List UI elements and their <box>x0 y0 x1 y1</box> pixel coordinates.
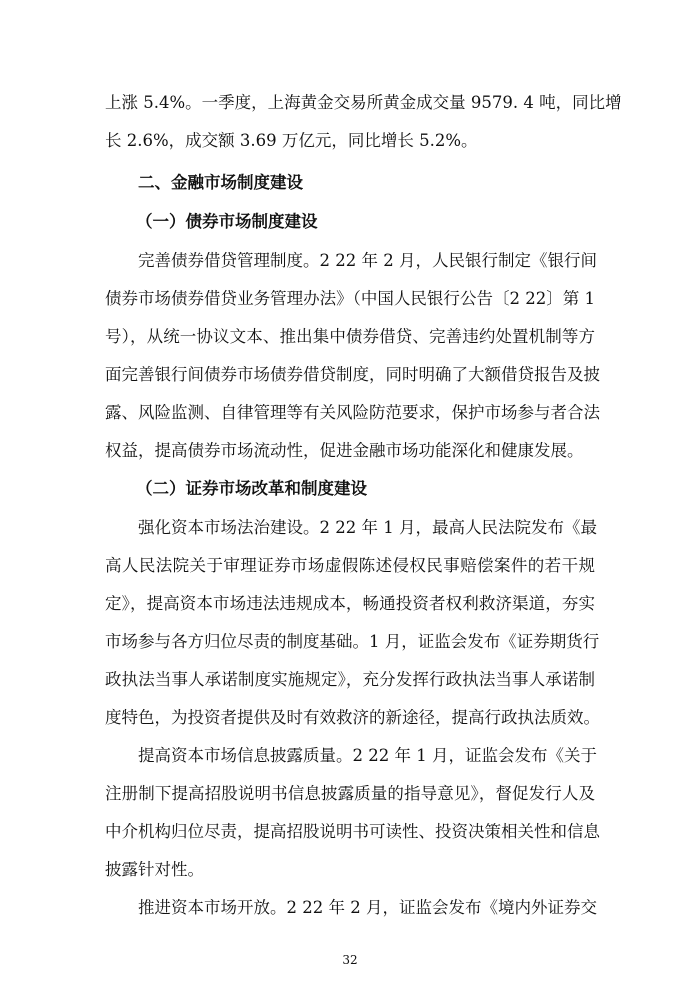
paragraph-line: 长 2.6%，成交额 3.69 万亿元，同比增长 5.2%。 <box>105 131 478 150</box>
paragraph-line: 露、风险监测、自律管理等有关风险防范要求，保护市场参与者合法 <box>105 403 600 422</box>
section-heading: 二、金融市场制度建设 <box>138 173 303 192</box>
subsection-heading: （二）证券市场改革和制度建设 <box>136 479 367 498</box>
paragraph-line: 注册制下提高招股说明书信息披露质量的指导意见》，督促发行人及 <box>105 784 595 803</box>
paragraph-line: 权益，提高债券市场流动性，促进金融市场功能深化和健康发展。 <box>105 441 584 460</box>
paragraph-line: 政执法当事人承诺制度实施规定》，充分发挥行政执法当事人承诺制 <box>105 670 595 689</box>
paragraph-line: 中介机构归位尽责，提高招股说明书可读性、投资决策相关性和信息 <box>105 822 600 841</box>
paragraph-line: 完善债券借贷管理制度。2 22 年 2 月，人民银行制定《银行间 <box>138 251 597 270</box>
paragraph-line: 上涨 5.4%。一季度，上海黄金交易所黄金成交量 9579. 4 吨，同比增 <box>105 93 622 112</box>
subsection-heading: （一）债券市场制度建设 <box>136 212 318 231</box>
paragraph-line: 提高资本市场信息披露质量。2 22 年 1 月，证监会发布《关于 <box>138 746 597 765</box>
page-number: 32 <box>342 953 358 967</box>
paragraph-line: 定》，提高资本市场违法违规成本，畅通投资者权利救济渠道，夯实 <box>105 594 595 613</box>
paragraph-line: 市场参与各方归位尽责的制度基础。1 月，证监会发布《证券期货行 <box>105 632 600 651</box>
paragraph-line: 号），从统一协议文本、推出集中债券借贷、完善违约处置机制等方 <box>105 327 595 346</box>
paragraph-line: 高人民法院关于审理证券市场虚假陈述侵权民事赔偿案件的若干规 <box>105 556 595 575</box>
paragraph-line: 推进资本市场开放。2 22 年 2 月，证监会发布《境内外证券交 <box>138 898 597 917</box>
paragraph-line: 强化资本市场法治建设。2 22 年 1 月，最高人民法院发布《最 <box>138 518 597 537</box>
paragraph-line: 度特色，为投资者提供及时有效救济的新途径，提高行政执法质效。 <box>105 708 600 727</box>
paragraph-line: 债券市场债券借贷业务管理办法》（中国人民银行公告〔2 22〕第 1 <box>105 289 595 308</box>
paragraph-line: 披露针对性。 <box>105 860 204 879</box>
paragraph-line: 面完善银行间债券市场债券借贷制度，同时明确了大额借贷报告及披 <box>105 365 600 384</box>
